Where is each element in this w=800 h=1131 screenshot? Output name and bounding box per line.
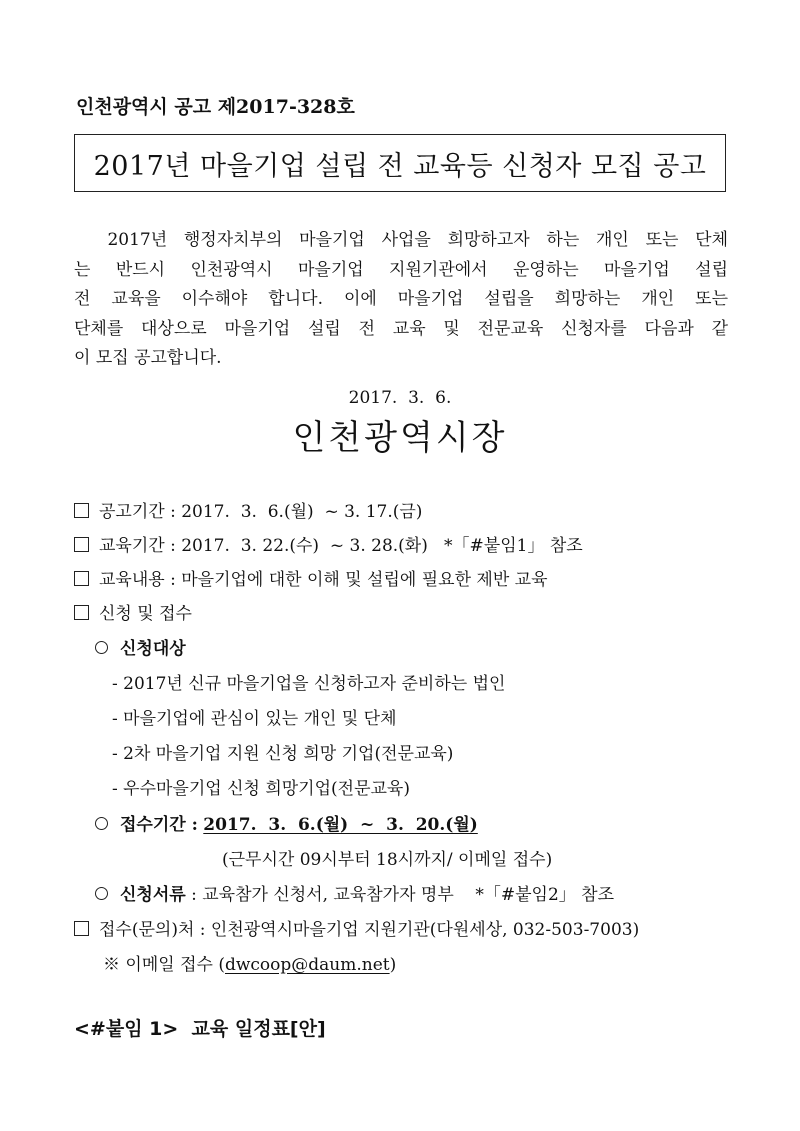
target-item: - 우수마을기업 신청 희망기업(전문교육)	[112, 779, 410, 799]
circle-bullet-icon	[95, 887, 108, 900]
item-edu-content: 교육내용 : 마을기업에 대한 이해 및 설립에 필요한 제반 교육	[74, 565, 548, 590]
receipt-period-line: 접수기간 : 2017. 3. 6.(월) ~ 3. 20.(월)	[95, 810, 478, 835]
target-item: - 마을기업에 관심이 있는 개인 및 단체	[112, 709, 397, 729]
attachment-heading: <#붙임 1> 교육 일정표[안]	[74, 1018, 326, 1040]
circle-bullet-icon	[95, 817, 108, 830]
receipt-note: (근무시간 09시부터 18시까지/ 이메일 접수)	[222, 850, 553, 870]
intro-line: 2017년 행정자치부의 마을기업 사업을 희망하고자 하는 개인 또는 단체	[74, 230, 728, 250]
item-notice-period: 공고기간 : 2017. 3. 6.(월) ~ 3. 17.(금)	[74, 497, 422, 522]
email-link[interactable]: dwcoop@daum.net	[224, 955, 390, 975]
circle-bullet-icon	[95, 641, 108, 654]
title-box	[74, 134, 726, 192]
target-item: - 2차 마을기업 지원 신청 희망 기업(전문교육)	[112, 744, 454, 764]
receipt-period: 2017. 3. 6.(월) ~ 3. 20.(월)	[203, 815, 478, 835]
item-apply: 신청 및 접수	[74, 599, 192, 624]
item-contact: 접수(문의)처 : 인천광역시마을기업 지원기관(다원세상, 032-503-7003)	[74, 915, 639, 940]
document-title: 2017년 마을기업 설립 전 교육등 신청자 모집 공고	[93, 150, 707, 182]
item-edu-period: 교육기간 : 2017. 3. 22.(수) ~ 3. 28.(화) *「#붙임1」 참조	[74, 531, 583, 556]
checkbox-square-icon	[74, 571, 89, 586]
target-item: - 2017년 신규 마을기업을 신청하고자 준비하는 법인	[112, 674, 506, 694]
intro-line: 이 모집 공고합니다.	[74, 348, 222, 368]
checkbox-square-icon	[74, 537, 89, 552]
notice-date: 2017. 3. 6.	[348, 388, 452, 408]
intro-paragraph	[74, 226, 728, 374]
notice-number: 인천광역시 공고 제2017-328호	[76, 96, 355, 118]
issuer: 인천광역시장	[292, 418, 508, 458]
docs-line: 신청서류 : 교육참가 신청서, 교육참가자 명부 *「#붙임2」 참조	[95, 880, 614, 905]
checkbox-square-icon	[74, 503, 89, 518]
target-heading: 신청대상	[95, 634, 186, 659]
intro-line: 전 교육을 이수해야 합니다. 이에 마을기업 설립을 희망하는 개인 또는	[74, 289, 728, 309]
intro-line: 는 반드시 인천광역시 마을기업 지원기관에서 운영하는 마을기업 설립	[74, 259, 728, 280]
email-line: ※ 이메일 접수 (dwcoop@daum.net)	[103, 955, 397, 975]
checkbox-square-icon	[74, 605, 89, 620]
checkbox-square-icon	[74, 921, 89, 936]
intro-line: 단체를 대상으로 마을기업 설립 전 교육 및 전문교육 신청자를 다음과 같	[74, 318, 728, 339]
